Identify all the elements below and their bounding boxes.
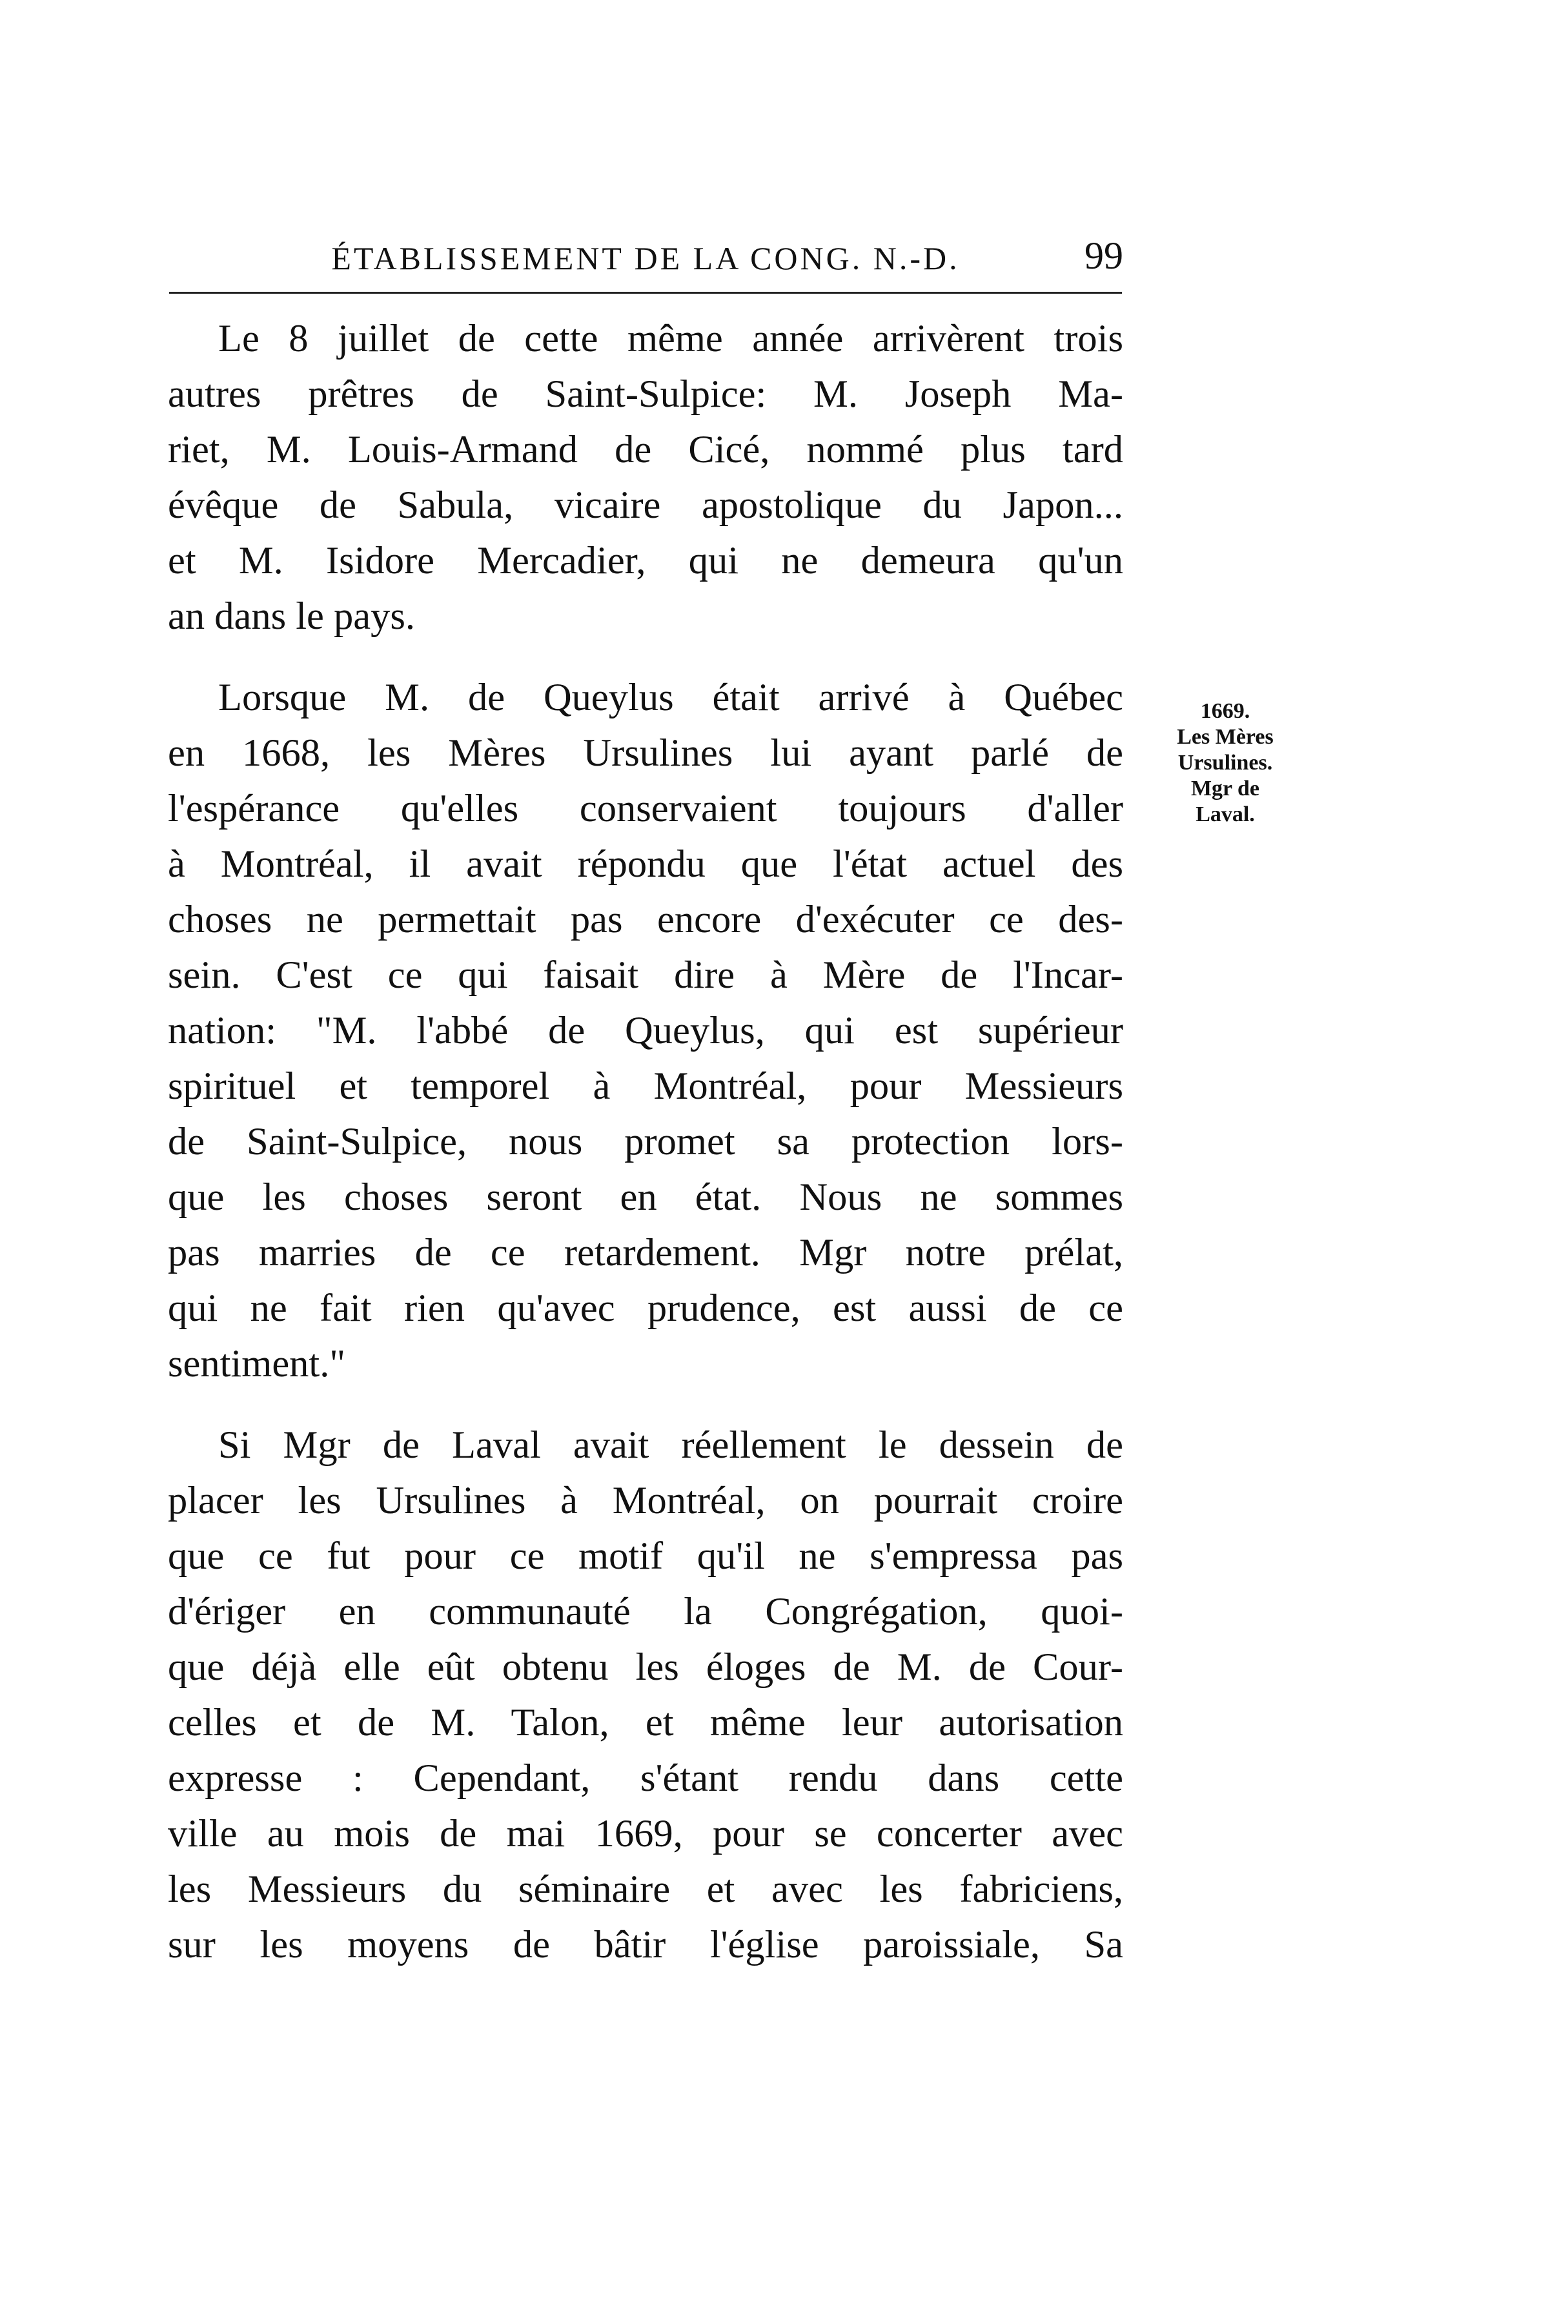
text-line: sentiment." bbox=[168, 1342, 346, 1385]
text-line: autres prêtres de Saint-Sulpice: M. Joseph Ma- bbox=[168, 372, 1123, 416]
margin-note-line: Les Mères bbox=[1177, 725, 1274, 749]
text-line: et M. Isidore Mercadier, qui ne demeura qu'un bbox=[168, 539, 1123, 582]
text-line: placer les Ursulines à Montréal, on pourrait croire bbox=[168, 1479, 1123, 1522]
text-line: évêque de Sabula, vicaire apostolique du Japon... bbox=[168, 484, 1123, 527]
text-line: riet, M. Louis-Armand de Cicé, nommé plus tard bbox=[168, 428, 1123, 471]
paragraph-gap bbox=[168, 1392, 1123, 1418]
margin-note-line: Ursulines. bbox=[1177, 751, 1273, 775]
text-line: l'espérance qu'elles conservaient toujours d'aller bbox=[168, 787, 1123, 830]
text-line: les Messieurs du séminaire et avec les fabriciens, bbox=[168, 1868, 1123, 1911]
text-line: à Montréal, il avait répondu que l'état actuel des bbox=[168, 842, 1123, 886]
running-title: ÉTABLISSEMENT DE LA CONG. N.-D. bbox=[331, 240, 960, 276]
text-line: pas marries de ce retardement. Mgr notre prélat, bbox=[168, 1231, 1123, 1274]
text-line: an dans le pays. bbox=[168, 595, 416, 638]
text-line: d'ériger en communauté la Congrégation, quoi- bbox=[168, 1590, 1123, 1633]
text-line: que ce fut pour ce motif qu'il ne s'empressa pas bbox=[168, 1534, 1123, 1578]
text-line: nation: "M. l'abbé de Queylus, qui est supérieur bbox=[168, 1009, 1123, 1052]
text-line: celles et de M. Talon, et même leur autorisation bbox=[168, 1701, 1123, 1744]
header-rule bbox=[169, 292, 1122, 294]
text-line: que les choses seront en état. Nous ne sommes bbox=[168, 1176, 1123, 1219]
margin-note-year: 1669. bbox=[1200, 699, 1250, 723]
text-line: de Saint-Sulpice, nous promet sa protection lors- bbox=[168, 1120, 1123, 1163]
text-line: expresse : Cependant, s'étant rendu dans cette bbox=[168, 1757, 1123, 1800]
text-line: sur les moyens de bâtir l'église paroissiale, Sa bbox=[168, 1923, 1123, 1966]
margin-note bbox=[1141, 698, 1309, 828]
text-line: ville au mois de mai 1669, pour se concerter avec bbox=[168, 1812, 1123, 1855]
text-line: que déjà elle eût obtenu les éloges de M. de Cour- bbox=[168, 1646, 1123, 1689]
paragraph-gap bbox=[168, 644, 1123, 670]
text-line: qui ne fait rien qu'avec prudence, est aussi de ce bbox=[168, 1287, 1123, 1330]
text-line: choses ne permettait pas encore d'exécuter ce des- bbox=[168, 898, 1123, 941]
page-number: 99 bbox=[1084, 234, 1123, 277]
text-line: Le 8 juillet de cette même année arrivèrent trois bbox=[218, 317, 1123, 360]
text-line: Lorsque M. de Queylus était arrivé à Québec bbox=[218, 676, 1123, 719]
text-line: spirituel et temporel à Montréal, pour Messieurs bbox=[168, 1065, 1123, 1108]
running-head bbox=[168, 236, 1123, 281]
text-line: sein. C'est ce qui faisait dire à Mère de l'Incar- bbox=[168, 953, 1123, 997]
margin-note-line: Laval. bbox=[1196, 802, 1255, 826]
text-line: en 1668, les Mères Ursulines lui ayant parlé de bbox=[168, 731, 1123, 775]
margin-note-line: Mgr de bbox=[1190, 777, 1260, 800]
text-line: Si Mgr de Laval avait réellement le dessein de bbox=[218, 1423, 1123, 1467]
body-text bbox=[168, 311, 1123, 1973]
